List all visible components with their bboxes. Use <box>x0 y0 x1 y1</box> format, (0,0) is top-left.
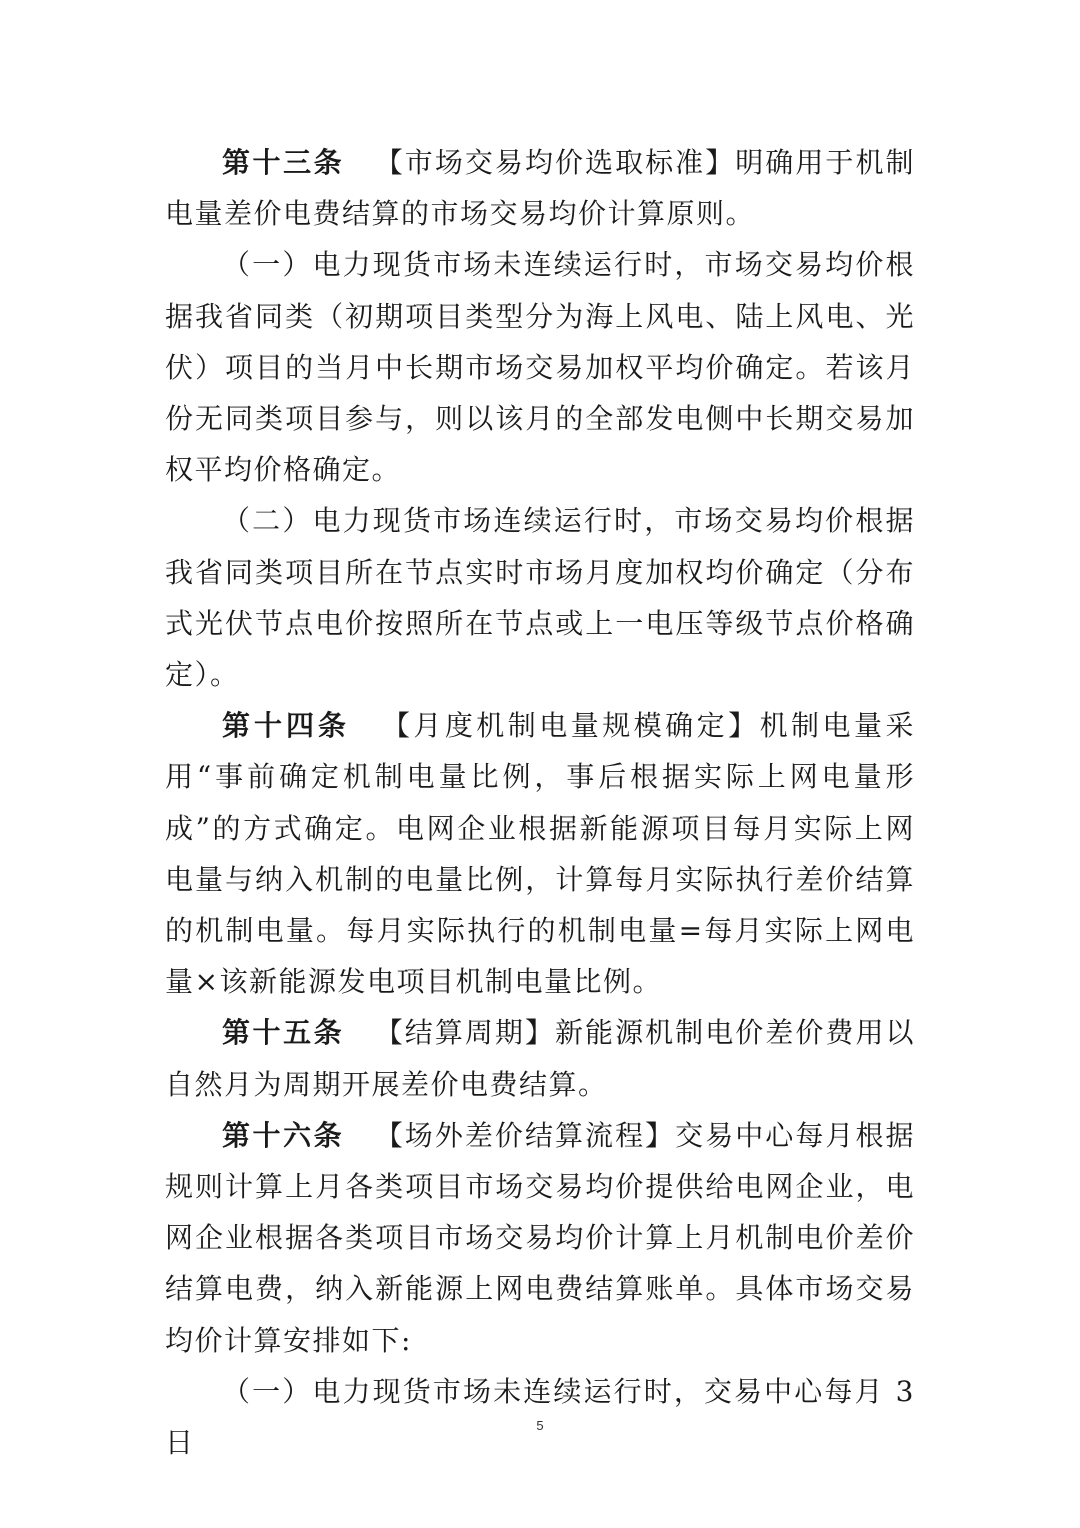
article-number: 第十五条 <box>222 1016 345 1050</box>
clause-13-1 <box>165 239 915 495</box>
article-14 <box>165 700 915 1007</box>
clause-text: （一）电力现货市场未连续运行时，交易中心每月 3 日 <box>165 1374 915 1460</box>
clause-13-2 <box>165 495 915 700</box>
article-text: 【结算周期】新能源机制电价差价费用以自然月为周期开展差价电费结算。 <box>165 1016 915 1101</box>
article-16 <box>165 1110 915 1366</box>
article-13 <box>165 137 915 239</box>
page-number: 5 <box>536 1418 544 1433</box>
article-number: 第十三条 <box>222 146 345 179</box>
article-number: 第十四条 <box>222 709 350 743</box>
article-number: 第十六条 <box>222 1118 345 1152</box>
document-body <box>165 137 915 1468</box>
clause-text: （二）电力现货市场连续运行时，市场交易均价根据我省同类项目所在节点实时市场月度加权均价确定（分布式光伏节点电价按照所在节点或上一电压等级节点价格确定）。 <box>165 504 915 692</box>
clause-text: （一）电力现货市场未连续运行时，市场交易均价根据我省同类（初期项目类型分为海上风电、陆上风电、光伏）项目的当月中长期市场交易加权平均价确定。若该月份无同类项目参与，则以该月的全部发电侧中长期交易加权平均价格确定。 <box>165 248 915 487</box>
article-15 <box>165 1007 915 1109</box>
article-text: 【月度机制电量规模确定】机制电量采用“事前确定机制电量比例，事后根据实际上网电量形成”的方式确定。电网企业根据新能源项目每月实际上网电量与纳入机制的电量比例，计算每月实际执行差价结算的机制电量。每月实际执行的机制电量=每月实际上网电量×该新能源发电项目机制电量比例。 <box>165 709 915 999</box>
article-text: 【场外差价结算流程】交易中心每月根据规则计算上月各类项目市场交易均价提供给电网企业，电网企业根据各类项目市场交易均价计算上月机制电价差价结算电费，纳入新能源上网电费结算账单。具体市场交易均价计算安排如下: <box>165 1118 915 1357</box>
article-text: 【市场交易均价选取标准】明确用于机制电量差价电费结算的市场交易均价计算原则。 <box>165 146 915 231</box>
